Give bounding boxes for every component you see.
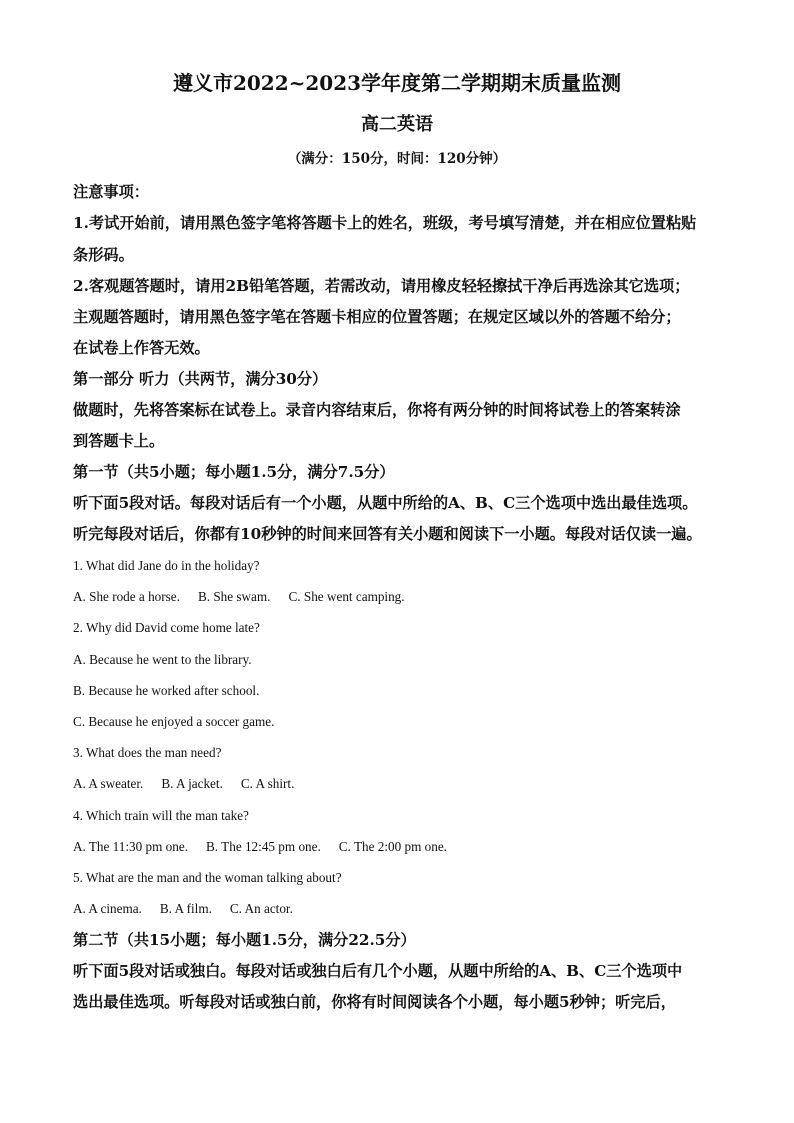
question-1-option-c: C. She went camping. xyxy=(288,589,405,604)
section2-heading: 第二节（共15小题；每小题1.5分，满分22.5分） xyxy=(73,931,416,949)
question-2-option-c: C. Because he enjoyed a soccer game. xyxy=(73,714,275,729)
section1-intro-line1: 听下面5段对话。每段对话后有一个小题，从题中所给的A、B、C三个选项中选出最佳选项。 xyxy=(73,494,698,512)
exam-title: 遵义市2022~2023学年度第二学期期末质量监测 xyxy=(172,71,622,95)
question-2-stem: 2. Why did David come home late? xyxy=(73,620,260,635)
section1-heading: 第一节（共5小题；每小题1.5分，满分7.5分） xyxy=(73,463,395,481)
question-5-option-b: B. A film. xyxy=(159,901,212,916)
question-4-option-b: B. The 12:45 pm one. xyxy=(206,839,321,854)
question-5-option-c: C. An actor. xyxy=(229,901,293,916)
question-1-option-a: A. She rode a horse. xyxy=(73,589,180,604)
exam-meta: （满分：150分，时间：120分钟） xyxy=(287,151,507,167)
notice-item2-line2: 主观题答题时，请用黑色签字笔在答题卡相应的位置答题；在规定区域以外的答题不给分； xyxy=(73,308,681,326)
section2-intro-line2: 选出最佳选项。听每段对话或独白前，你将有时间阅读各个小题，每小题5秒钟；听完后， xyxy=(73,993,676,1011)
question-4-option-a: A. The 11:30 pm one. xyxy=(73,839,189,854)
part1-intro-line1: 做题时，先将答案标在试卷上。录音内容结束后，你将有两分钟的时间将试卷上的答案转涂 xyxy=(73,401,681,419)
question-1-stem: 1. What did Jane do in the holiday? xyxy=(73,558,260,573)
notice-heading: 注意事项： xyxy=(73,183,149,201)
part1-heading: 第一部分 听力（共两节，满分30分） xyxy=(73,370,328,388)
question-1-options xyxy=(73,588,734,606)
notice-item2-line3: 在试卷上作答无效。 xyxy=(73,339,210,357)
question-3-option-a: A. A sweater. xyxy=(73,776,144,791)
question-3-option-b: B. A jacket. xyxy=(161,776,223,791)
question-5-option-a: A. A cinema. xyxy=(73,901,142,916)
question-5-stem: 5. What are the man and the woman talking about? xyxy=(73,870,342,885)
question-4-option-c: C. The 2:00 pm one. xyxy=(338,839,447,854)
question-2-option-a: A. Because he went to the library. xyxy=(73,652,252,667)
question-4-options xyxy=(73,838,734,856)
notice-item2-line1: 2.客观题答题时，请用2B铅笔答题，若需改动，请用橡皮轻轻擦拭干净后再选涂其它选项； xyxy=(73,277,690,295)
question-5-options xyxy=(73,900,734,918)
question-2-option-b: B. Because he worked after school. xyxy=(73,683,260,698)
section2-intro-line1: 听下面5段对话或独白。每段对话或独白后有几个小题，从题中所给的A、B、C三个选项中 xyxy=(73,962,683,980)
part1-intro-line2: 到答题卡上。 xyxy=(73,432,165,450)
section1-intro-line2: 听完每段对话后，你都有10秒钟的时间来回答有关小题和阅读下一小题。每段对话仅读一遍。 xyxy=(73,525,702,543)
question-3-options xyxy=(73,775,734,793)
exam-subtitle: 高二英语 xyxy=(361,114,433,135)
notice-item1-line1: 1.考试开始前，请用黑色签字笔将答题卡上的姓名，班级，考号填写清楚，并在相应位置粘贴 xyxy=(73,214,697,232)
question-3-stem: 3. What does the man need? xyxy=(73,745,222,760)
question-1-option-b: B. She swam. xyxy=(197,589,271,604)
notice-item1-line2: 条形码。 xyxy=(73,246,134,264)
question-4-stem: 4. Which train will the man take? xyxy=(73,808,249,823)
question-3-option-c: C. A shirt. xyxy=(240,776,295,791)
